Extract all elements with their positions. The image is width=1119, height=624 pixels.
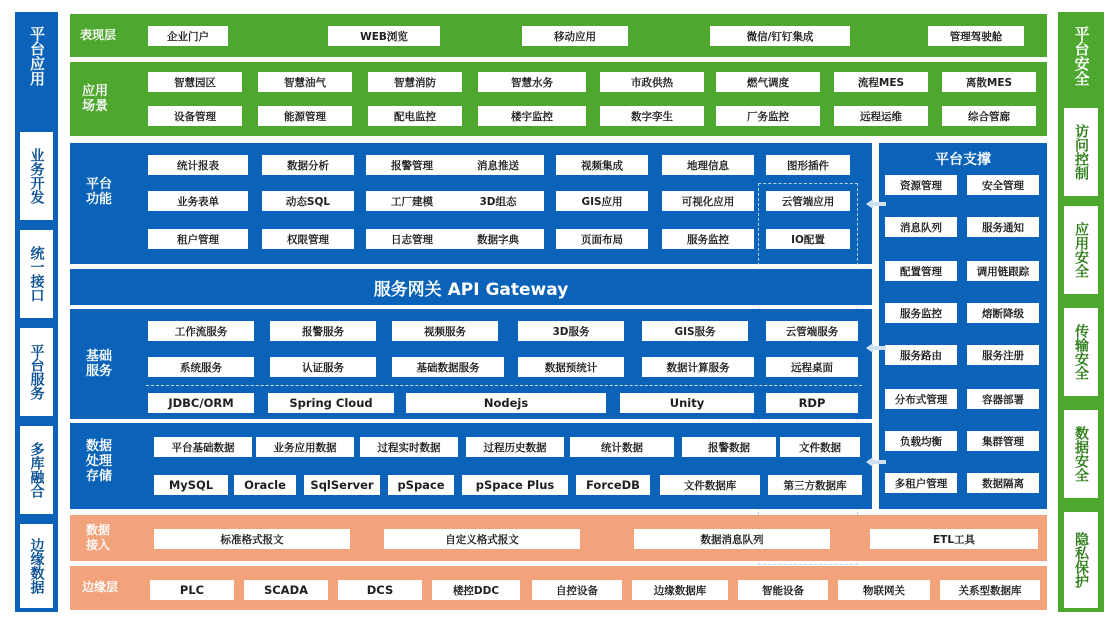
storage-item: 统计数据: [570, 437, 674, 457]
support-item: 服务通知: [967, 217, 1039, 237]
storage-item: 第三方数据库: [768, 475, 862, 495]
basic-service-layer: [70, 309, 872, 419]
arrow-left-icon: [866, 343, 886, 353]
scenario-item: 厂务监控: [716, 106, 820, 126]
storage-layer: [70, 423, 872, 509]
right-sidebar-item: 数据安全: [1064, 410, 1098, 498]
scenario-item: 楼宇监控: [478, 106, 586, 126]
support-item: 服务监控: [885, 303, 957, 323]
function-item: 页面布局: [556, 229, 648, 249]
support-item: 调用链跟踪: [967, 261, 1039, 281]
ingest-layer: [70, 515, 1047, 561]
right-sidebar-item: 传输安全: [1064, 308, 1098, 396]
support-item: 负载均衡: [885, 431, 957, 451]
function-item: 业务表单: [148, 191, 248, 211]
presentation-item: 移动应用: [522, 26, 628, 46]
basic-service-item: Unity: [620, 393, 754, 413]
basic-service-item: 工作流服务: [148, 321, 254, 341]
support-item: 服务注册: [967, 345, 1039, 365]
storage-item: pSpace: [388, 475, 454, 495]
edge-item: 楼控DDC: [432, 580, 520, 600]
function-item: GIS应用: [556, 191, 648, 211]
scenario-item: 流程MES: [834, 72, 928, 92]
presentation-item: WEB浏览: [328, 26, 440, 46]
scenario-item: 数字孪生: [600, 106, 704, 126]
presentation-item: 微信/钉钉集成: [710, 26, 850, 46]
function-item: 统计报表: [148, 155, 248, 175]
function-layer-label-text: 平台功能: [86, 177, 113, 207]
function-item: 3D组态: [452, 191, 544, 211]
storage-item: 业务应用数据: [256, 437, 354, 457]
edge-item: 物联网关: [838, 580, 930, 600]
basic-service-layer-label: [86, 349, 114, 379]
basic-service-item: 远程桌面: [766, 357, 858, 377]
storage-item: 过程历史数据: [466, 437, 564, 457]
storage-layer-label: [86, 439, 114, 484]
scenario-item: 设备管理: [148, 106, 242, 126]
function-item: 数据字典: [452, 229, 544, 249]
function-item: 视频集成: [556, 155, 648, 175]
basic-service-item: 认证服务: [270, 357, 376, 377]
basic-service-item: Nodejs: [406, 393, 606, 413]
scenario-item: 综合管廊: [942, 106, 1036, 126]
edge-item: 智能设备: [738, 580, 828, 600]
right-sidebar-item: 访问控制: [1064, 108, 1098, 196]
function-item: 租户管理: [148, 229, 248, 249]
scenario-item: 燃气调度: [716, 72, 820, 92]
ingest-layer-label: [86, 523, 112, 553]
scenario-item: 能源管理: [258, 106, 352, 126]
basic-service-item: GIS服务: [642, 321, 748, 341]
support-item: 消息队列: [885, 217, 957, 237]
scenario-item: 市政供热: [600, 72, 704, 92]
basic-service-item: 数据计算服务: [642, 357, 754, 377]
left-sidebar-item: 统一接口: [20, 230, 53, 318]
ingest-item: 标准格式报文: [154, 529, 350, 549]
support-item: 服务路由: [885, 345, 957, 365]
support-item: 安全管理: [967, 175, 1039, 195]
edge-item: SCADA: [244, 580, 328, 600]
support-item: 配置管理: [885, 261, 957, 281]
presentation-item: 管理驾驶舱: [928, 26, 1024, 46]
function-item: 报警管理: [366, 155, 458, 175]
basic-service-item: 云管端服务: [766, 321, 858, 341]
function-item: 可视化应用: [662, 191, 754, 211]
scenario-item: 智慧园区: [148, 72, 242, 92]
function-item: 图形插件: [766, 155, 850, 175]
function-item: 工厂建模: [366, 191, 458, 211]
storage-item: pSpace Plus: [462, 475, 568, 495]
function-item: 地理信息: [662, 155, 754, 175]
function-item: 云管端应用: [766, 191, 850, 211]
support-item: 容器部署: [967, 389, 1039, 409]
storage-item: 文件数据: [780, 437, 860, 457]
left-sidebar-item: 业务开发: [20, 132, 53, 220]
storage-layer-label-text: 数据处理存储: [86, 439, 113, 484]
support-item: 集群管理: [967, 431, 1039, 451]
basic-service-item: 基础数据服务: [392, 357, 504, 377]
ingest-item: 自定义格式报文: [384, 529, 580, 549]
edge-item: 边缘数据库: [632, 580, 728, 600]
right-sidebar-item: 应用安全: [1064, 206, 1098, 294]
ingest-item: ETL工具: [870, 529, 1038, 549]
function-item: 权限管理: [262, 229, 354, 249]
scenario-item: 智慧水务: [478, 72, 586, 92]
support-item: 多租户管理: [885, 473, 957, 493]
basic-service-item: 视频服务: [392, 321, 498, 341]
presentation-item: 企业门户: [148, 26, 228, 46]
left-sidebar-item: 多库融合: [20, 426, 53, 514]
platform-support-title: 平台支撑: [935, 152, 991, 168]
edge-item: PLC: [150, 580, 234, 600]
arrow-left-icon: [866, 457, 886, 467]
presentation-layer: [70, 14, 1047, 57]
right-sidebar-item: 隐私保护: [1064, 512, 1098, 608]
arrow-left-icon: [866, 199, 886, 209]
ingest-layer-label-text: 数据接入: [86, 523, 111, 552]
presentation-layer-label: 表现层: [80, 28, 117, 42]
support-item: 数据隔离: [967, 473, 1039, 493]
scenario-item: 智慧消防: [368, 72, 462, 92]
api-gateway: [70, 267, 872, 305]
platform-support: [879, 143, 1047, 509]
support-item: 资源管理: [885, 175, 957, 195]
scenario-layer-label-text: 应用场景: [82, 84, 109, 114]
basic-service-item: JDBC/ORM: [148, 393, 254, 413]
storage-item: Oracle: [234, 475, 296, 495]
storage-item: 文件数据库: [660, 475, 760, 495]
edge-layer-label: 边缘层: [82, 580, 119, 594]
storage-item: 报警数据: [682, 437, 776, 457]
right-sidebar-title: 平台安全: [1072, 26, 1091, 86]
api-gateway-label: 服务网关 API Gateway: [373, 279, 569, 300]
basic-service-divider: [146, 385, 862, 386]
basic-service-item: RDP: [766, 393, 858, 413]
function-item: 服务监控: [662, 229, 754, 249]
edge-item: 自控设备: [532, 580, 622, 600]
scenario-item: 离散MES: [942, 72, 1036, 92]
scenario-item: 智慧油气: [258, 72, 352, 92]
scenario-item: 配电监控: [368, 106, 462, 126]
basic-service-item: Spring Cloud: [268, 393, 394, 413]
function-item: IO配置: [766, 229, 850, 249]
basic-service-item: 数据预统计: [518, 357, 624, 377]
storage-item: MySQL: [154, 475, 228, 495]
scenario-layer-label: [82, 84, 122, 114]
storage-item: SqlServer: [304, 475, 380, 495]
support-item: 熔断降级: [967, 303, 1039, 323]
function-layer: [70, 143, 872, 264]
support-item: 分布式管理: [885, 389, 957, 409]
function-layer-label: [86, 177, 114, 207]
storage-item: 过程实时数据: [360, 437, 458, 457]
left-sidebar-title: 平台应用: [28, 26, 46, 86]
basic-service-layer-label-text: 基础服务: [86, 349, 113, 379]
scenario-item: 远程运维: [834, 106, 928, 126]
edge-layer: [70, 566, 1047, 610]
left-sidebar-item: 边缘数据: [20, 524, 53, 608]
basic-service-item: 3D服务: [518, 321, 624, 341]
storage-item: 平台基础数据: [154, 437, 252, 457]
scenario-layer: [70, 62, 1047, 136]
ingest-item: 数据消息队列: [634, 529, 830, 549]
function-item: 数据分析: [262, 155, 354, 175]
right-sidebar: [1058, 12, 1104, 612]
left-sidebar: [15, 12, 58, 612]
function-item: 消息推送: [452, 155, 544, 175]
basic-service-item: 系统服务: [148, 357, 254, 377]
basic-service-item: 报警服务: [270, 321, 376, 341]
edge-item: DCS: [338, 580, 422, 600]
left-sidebar-item: 平台服务: [20, 328, 53, 416]
edge-item: 关系型数据库: [940, 580, 1040, 600]
storage-item: ForceDB: [576, 475, 650, 495]
function-item: 日志管理: [366, 229, 458, 249]
function-item: 动态SQL: [262, 191, 354, 211]
